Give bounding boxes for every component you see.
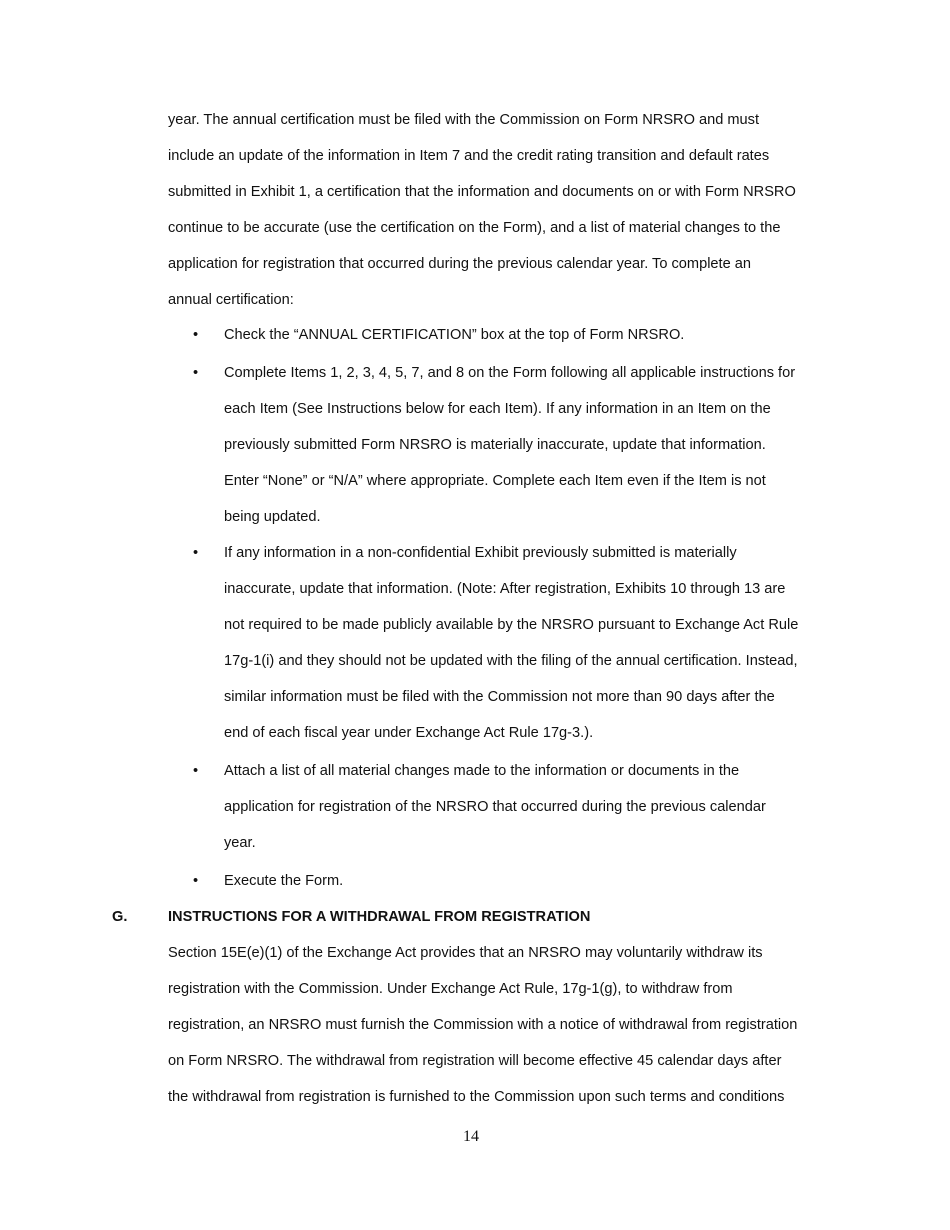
section-title: INSTRUCTIONS FOR A WITHDRAWAL FROM REGISTRATION (168, 909, 591, 925)
bullet-line: Execute the Form. (224, 873, 344, 889)
bullet-line: similar information must be filed with the Commission not more than 90 days after the (224, 689, 775, 705)
bullet-icon: • (193, 365, 199, 381)
paragraph-line: registration, an NRSRO must furnish the Commission with a notice of withdrawal from registration (168, 1017, 798, 1033)
bullet-line: Check the “ANNUAL CERTIFICATION” box at the top of Form NRSRO. (224, 327, 685, 343)
bullet-line: being updated. (224, 509, 321, 525)
paragraph-line: continue to be accurate (use the certification on the Form), and a list of material changes to the (168, 220, 781, 236)
bullet-icon: • (193, 327, 199, 343)
bullet-line: If any information in a non-confidential Exhibit previously submitted is materially (224, 545, 737, 561)
paragraph-line: on Form NRSRO. The withdrawal from registration will become effective 45 calendar days after (168, 1053, 782, 1069)
bullet-line: Complete Items 1, 2, 3, 4, 5, 7, and 8 on the Form following all applicable instructions for (224, 365, 796, 381)
bullet-icon: • (193, 873, 199, 889)
paragraph-line: the withdrawal from registration is furnished to the Commission upon such terms and conditions (168, 1089, 785, 1105)
paragraph-line: year. The annual certification must be filed with the Commission on Form NRSRO and must (168, 112, 760, 128)
bullet-line: year. (224, 835, 256, 851)
bullet-line: previously submitted Form NRSRO is materially inaccurate, update that information. (224, 437, 766, 453)
section-paragraph (168, 935, 848, 1115)
paragraph-line: application for registration that occurred during the previous calendar year. To complete an (168, 256, 752, 272)
page-number: 14 (463, 1128, 479, 1145)
bullet-line: application for registration of the NRSRO that occurred during the previous calendar (224, 799, 766, 815)
paragraph-line: submitted in Exhibit 1, a certification that the information and documents on or with Form NRSRO (168, 184, 796, 200)
section-letter: G. (112, 909, 128, 925)
intro-paragraph (168, 102, 848, 318)
bullet-line: not required to be made publicly available by the NRSRO pursuant to Exchange Act Rule (224, 617, 799, 633)
bullet-line: each Item (See Instructions below for each Item). If any information in an Item on the (224, 401, 771, 417)
bullet-icon: • (193, 763, 199, 779)
paragraph-line: registration with the Commission. Under Exchange Act Rule, 17g-1(g), to withdraw from (168, 981, 733, 997)
paragraph-line: Section 15E(e)(1) of the Exchange Act provides that an NRSRO may voluntarily withdraw its (168, 945, 763, 961)
bullet-line: 17g-1(i) and they should not be updated with the filing of the annual certification. Instead, (224, 653, 798, 669)
bullet-line: Attach a list of all material changes made to the information or documents in the (224, 763, 740, 779)
paragraph-line: annual certification: (168, 292, 294, 308)
bullet-line: inaccurate, update that information. (Note: After registration, Exhibits 10 through 13 are (224, 581, 786, 597)
bullet-line: Enter “None” or “N/A” where appropriate. Complete each Item even if the Item is not (224, 473, 766, 489)
paragraph-line: include an update of the information in Item 7 and the credit rating transition and default rates (168, 148, 770, 164)
bullet-line: end of each fiscal year under Exchange Act Rule 17g-3.). (224, 725, 594, 741)
bullet-icon: • (193, 545, 199, 561)
